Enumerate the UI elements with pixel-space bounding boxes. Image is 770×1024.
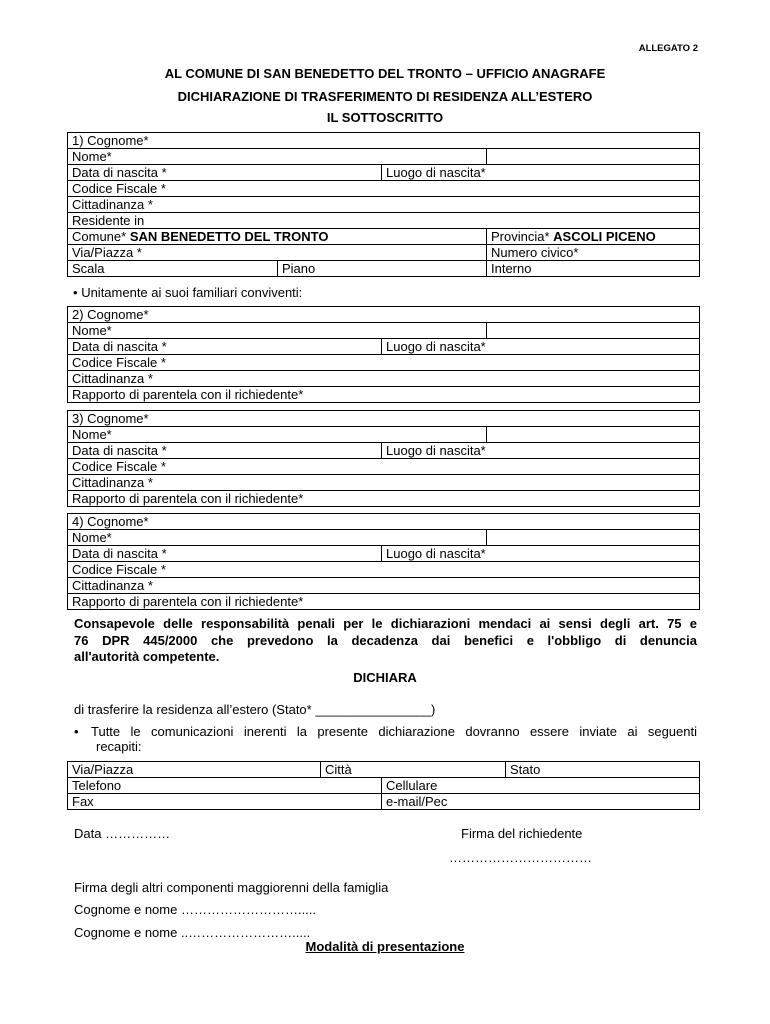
cittadinanza-field[interactable]: Cittadinanza * (68, 578, 700, 594)
comune-label: Comune* (72, 229, 130, 244)
firma-richiedente-line[interactable]: …………………………… (449, 850, 592, 865)
cognome-field[interactable]: 1) Cognome* (68, 133, 700, 149)
codice-fiscale-field[interactable]: Codice Fiscale * (68, 355, 700, 371)
cognome-nome-field-2[interactable]: Cognome e nome ..……………………..... (74, 925, 311, 940)
luogo-nascita-field[interactable]: Luogo di nascita* (382, 546, 700, 562)
piano-field[interactable]: Piano (278, 261, 487, 277)
recapiti-table (67, 761, 700, 810)
provincia-value: ASCOLI PICENO (553, 229, 656, 244)
firma-richiedente-label: Firma del richiedente (461, 826, 583, 841)
bullet-icon: • (73, 285, 78, 300)
header-sottoscritto: IL SOTTOSCRITTO (326, 110, 444, 125)
legal-notice-line: Consapevole delle responsabilità penali per le dichiarazioni mendaci ai sensi degli art. 75 e (74, 616, 697, 631)
codice-fiscale-field[interactable]: Codice Fiscale * (68, 459, 700, 475)
cognome-field[interactable]: 2) Cognome* (68, 307, 700, 323)
data-nascita-field[interactable]: Data di nascita * (68, 165, 382, 181)
comunicazioni-line: recapiti: (96, 739, 142, 754)
header-recipient: AL COMUNE DI SAN BENEDETTO DEL TRONTO – UFFICIO ANAGRAFE (164, 66, 606, 81)
via-field[interactable]: Via/Piazza * (68, 245, 487, 261)
familiare-table-3 (67, 410, 700, 507)
codice-fiscale-field[interactable]: Codice Fiscale * (68, 562, 700, 578)
recapiti-cellulare-field[interactable]: Cellulare (382, 778, 700, 794)
data-field[interactable]: Data …………… (74, 826, 171, 841)
nome-field[interactable]: Nome* (68, 530, 487, 546)
nome-extra-field[interactable] (487, 323, 700, 339)
cittadinanza-field[interactable]: Cittadinanza * (68, 475, 700, 491)
modalita-heading: Modalità di presentazione (305, 939, 465, 954)
cognome-field[interactable]: 3) Cognome* (68, 411, 700, 427)
provincia-label: Provincia* (491, 229, 554, 244)
cittadinanza-field[interactable]: Cittadinanza * (68, 197, 700, 213)
comune-field[interactable] (68, 229, 487, 245)
nome-extra-field[interactable] (487, 530, 700, 546)
legal-notice-line: 76 DPR 445/2000 che prevedono la decadenza dai benefici e l'obbligo di denuncia (74, 632, 697, 648)
nome-extra-field[interactable] (487, 427, 700, 443)
data-nascita-field[interactable]: Data di nascita * (68, 339, 382, 355)
familiare-table-2 (67, 306, 700, 403)
familiari-intro: • Unitamente ai suoi familiari conviventi: (73, 285, 303, 300)
bullet-icon: • (74, 724, 79, 739)
dichiara-heading: DICHIARA (353, 670, 417, 685)
trasferire-statement: di trasferire la residenza all’estero (Stato* ________________) (74, 702, 436, 717)
scala-field[interactable]: Scala (68, 261, 278, 277)
recapiti-stato-field[interactable]: Stato (506, 762, 700, 778)
recapiti-citta-field[interactable]: Città (321, 762, 506, 778)
provincia-field[interactable] (487, 229, 700, 245)
familiare-table-4 (67, 513, 700, 610)
numero-civico-field[interactable]: Numero civico* (487, 245, 700, 261)
nome-field[interactable]: Nome* (68, 149, 487, 165)
codice-fiscale-field[interactable]: Codice Fiscale * (68, 181, 700, 197)
nome-extra-field[interactable] (487, 149, 700, 165)
nome-field[interactable]: Nome* (68, 427, 487, 443)
comunicazioni-text (74, 724, 697, 754)
allegato-label: ALLEGATO 2 (638, 43, 698, 54)
firma-altri-label: Firma degli altri componenti maggiorenni della famiglia (74, 880, 389, 895)
luogo-nascita-field[interactable]: Luogo di nascita* (382, 165, 700, 181)
comune-value: SAN BENEDETTO DEL TRONTO (129, 229, 329, 244)
recapiti-via-field[interactable]: Via/Piazza (68, 762, 321, 778)
luogo-nascita-field[interactable]: Luogo di nascita* (382, 443, 700, 459)
parentela-field[interactable]: Rapporto di parentela con il richiedente* (68, 594, 700, 610)
cognome-nome-field-1[interactable]: Cognome e nome ………………………..... (74, 902, 317, 917)
parentela-field[interactable]: Rapporto di parentela con il richiedente* (68, 387, 700, 403)
header-title: DICHIARAZIONE DI TRASFERIMENTO DI RESIDENZA ALL’ESTERO (177, 89, 593, 104)
cittadinanza-field[interactable]: Cittadinanza * (68, 371, 700, 387)
nome-field[interactable]: Nome* (68, 323, 487, 339)
interno-field[interactable]: Interno (487, 261, 700, 277)
legal-notice (74, 616, 697, 666)
legal-notice-line: all'autorità competente. (74, 649, 220, 664)
recapiti-telefono-field[interactable]: Telefono (68, 778, 382, 794)
data-nascita-field[interactable]: Data di nascita * (68, 546, 382, 562)
parentela-field[interactable]: Rapporto di parentela con il richiedente* (68, 491, 700, 507)
residente-in-label: Residente in (68, 213, 700, 229)
luogo-nascita-field[interactable]: Luogo di nascita* (382, 339, 700, 355)
data-nascita-field[interactable]: Data di nascita * (68, 443, 382, 459)
comunicazioni-line: Tutte le comunicazioni inerenti la presente dichiarazione dovranno essere inviate ai seguenti (91, 724, 697, 739)
main-person-table (67, 132, 700, 277)
recapiti-fax-field[interactable]: Fax (68, 794, 382, 810)
cognome-field[interactable]: 4) Cognome* (68, 514, 700, 530)
recapiti-email-field[interactable]: e-mail/Pec (382, 794, 700, 810)
